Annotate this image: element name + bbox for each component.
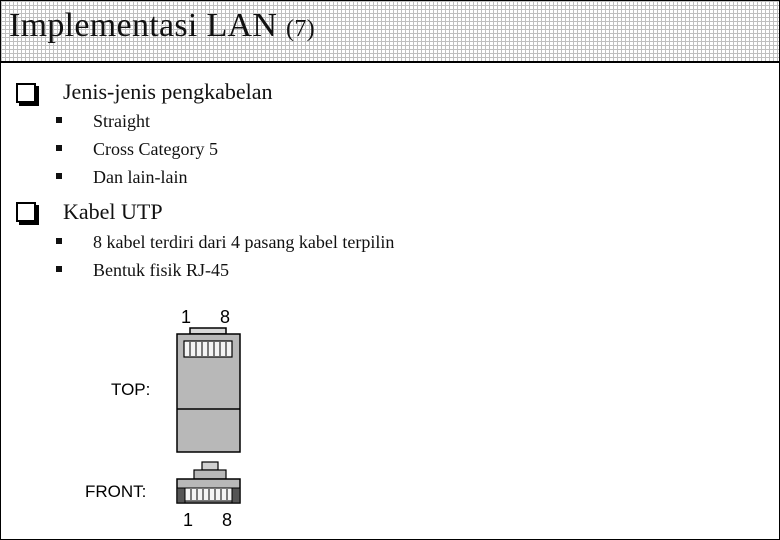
list-item: Cross Category 5 xyxy=(93,139,218,159)
section-heading: Jenis-jenis pengkabelan xyxy=(63,79,273,104)
section-heading: Kabel UTP xyxy=(63,199,163,224)
top-view-label: TOP: xyxy=(111,380,151,399)
top-pin-8-label: 8 xyxy=(220,307,231,327)
front-pin-1-label: 1 xyxy=(183,510,194,530)
list-item: Straight xyxy=(93,111,150,131)
front-view-label: FRONT: xyxy=(85,482,147,501)
rj45-top-view-icon xyxy=(177,328,240,452)
rj45-front-view-icon xyxy=(177,462,240,503)
rj45-connector-diagram xyxy=(1,1,779,539)
list-item: Dan lain-lain xyxy=(93,167,188,187)
front-pin-8-label: 8 xyxy=(222,510,233,530)
title-text: Implementasi LAN xyxy=(9,7,278,44)
title-suffix: (7) xyxy=(286,16,315,42)
list-item: Bentuk fisik RJ-45 xyxy=(93,260,230,280)
list-item: 8 kabel terdiri dari 4 pasang kabel terpilin xyxy=(93,232,395,252)
top-pin-1-label: 1 xyxy=(181,307,192,327)
